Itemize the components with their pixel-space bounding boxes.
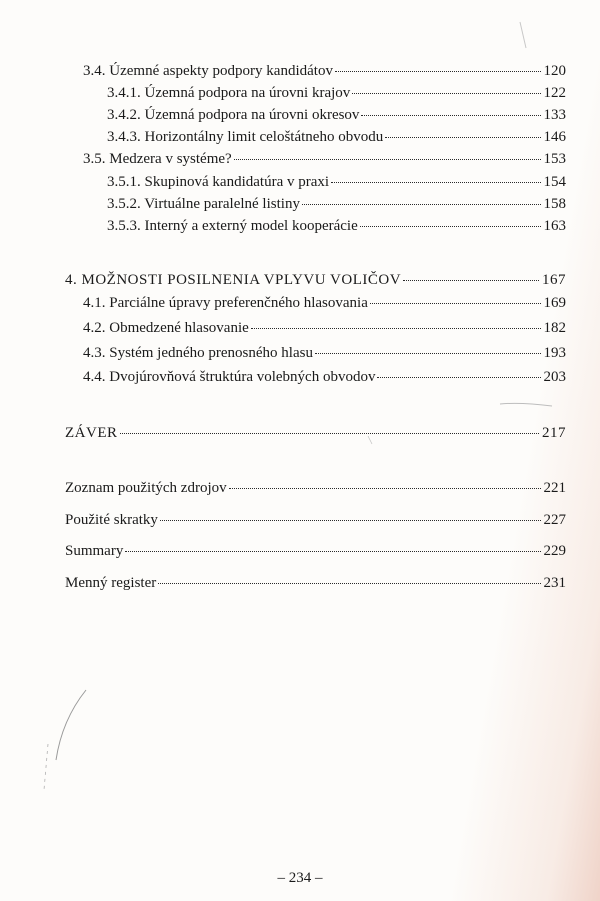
toc-entry-title: 3.5.1. Skupinová kandidatúra v praxi	[107, 174, 330, 190]
toc-entry-title: Použité skratky	[65, 512, 158, 528]
toc-entry-page: 221	[543, 480, 566, 496]
toc-entry-page: 167	[542, 272, 566, 288]
toc-entry-title: 3.5.3. Interný a externý model kooperácie	[107, 218, 358, 234]
toc-entry-page: 203	[543, 369, 566, 385]
toc-entry-page: 229	[543, 543, 566, 559]
toc-entry-title: Menný register	[65, 575, 157, 591]
toc-entry-page: 193	[543, 345, 566, 361]
toc-entry-page: 120	[543, 63, 566, 79]
toc-entry-page: 158	[543, 196, 566, 212]
toc-entry-title: ZÁVER	[65, 425, 118, 441]
toc-entry-page: 146	[543, 129, 566, 145]
toc-entry-page: 163	[543, 218, 566, 234]
toc-entry-title: 3.4.2. Územná podpora na úrovni okresov	[107, 107, 360, 123]
toc-entry-page: 169	[543, 295, 566, 311]
toc-entry-page: 122	[543, 85, 566, 101]
toc-entry-page: 217	[542, 425, 566, 441]
toc-entry-page: 227	[543, 512, 566, 528]
toc-entry-title: Zoznam použitých zdrojov	[65, 480, 227, 496]
toc-entry-page: 154	[543, 174, 566, 190]
toc-entry-title: 3.4.3. Horizontálny limit celoštátneho obvodu	[107, 129, 384, 145]
toc-entry-title: Summary	[65, 543, 124, 559]
toc-entry-title: 3.5. Medzera v systéme?	[83, 151, 232, 167]
toc-entry-title: 3.5.2. Virtuálne paralelné listiny	[107, 196, 300, 212]
toc-entry-title: 4.3. Systém jedného prenosného hlasu	[83, 345, 313, 361]
toc-entry-page: 153	[543, 151, 566, 167]
page-number: – 234 –	[277, 870, 323, 886]
toc-entry-title: 4. MOŽNOSTI POSILNENIA VPLYVU VOLIČOV	[65, 272, 402, 288]
toc-entry-title: 4.2. Obmedzené hlasovanie	[83, 320, 249, 336]
toc-entry-page: 182	[543, 320, 566, 336]
toc-entry-title: 3.4.1. Územná podpora na úrovni krajov	[107, 85, 351, 101]
toc-entry-page: 231	[543, 575, 566, 591]
toc-entry-title: 3.4. Územné aspekty podpory kandidátov	[83, 63, 333, 79]
toc-entry-title: 4.4. Dvojúrovňová štruktúra volebných obvodov	[83, 369, 376, 385]
toc-entry-title: 4.1. Parciálne úpravy preferenčného hlasovania	[83, 295, 368, 311]
toc-entry-page: 133	[543, 107, 566, 123]
